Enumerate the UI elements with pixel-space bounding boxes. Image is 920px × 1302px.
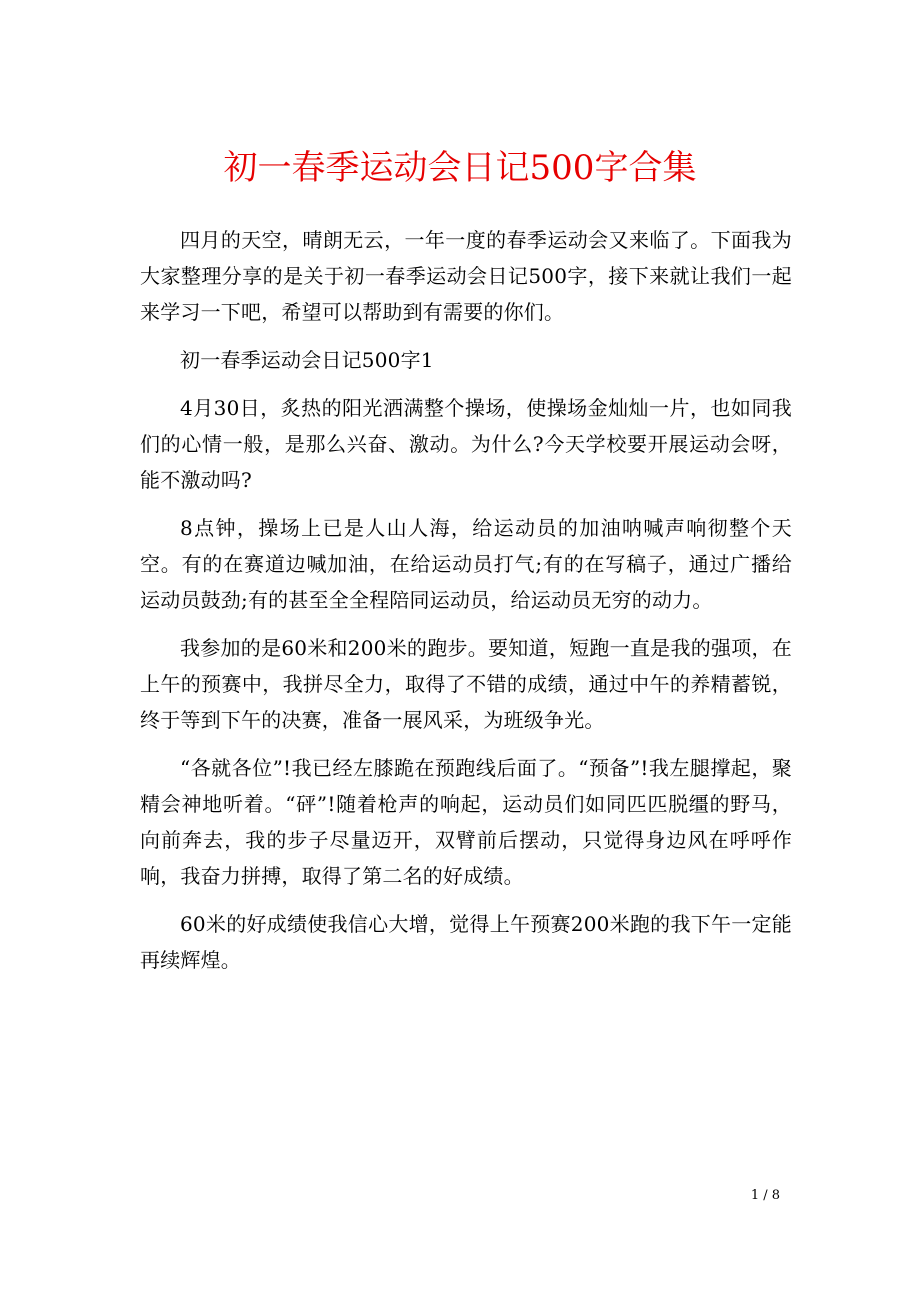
document-body: [140, 222, 792, 990]
page-number: 1 / 8: [750, 1188, 780, 1203]
paragraph: “各就各位”!我已经左膝跪在预跑线后面了。“预备”!我左腿撑起，聚精会神地听着。“砰”!随着枪声的响起，运动员们如同匹匹脱缰的野马，向前奔去，我的步子尽量迈开，双臂前后摆动，只觉得身边风在呼呼作响，我奋力拼搏，取得了第二名的好成绩。: [140, 756, 792, 888]
paragraph: 60米的好成绩使我信心大增，觉得上午预赛200米跑的我下午一定能再续辉煌。: [140, 912, 792, 972]
paragraph: 8点钟，操场上已是人山人海，给运动员的加油呐喊声响彻整个天空。有的在赛道边喊加油，在给运动员打气;有的在写稿子，通过广播给运动员鼓劲;有的甚至全全程陪同运动员，给运动员无穷的动力。: [140, 516, 792, 612]
document-title: 初一春季运动会日记500字合集: [223, 148, 697, 188]
paragraph: 4月30日，炙热的阳光洒满整个操场，使操场金灿灿一片，也如同我们的心情一般，是那么兴奋、激动。为什么?今天学校要开展运动会呀，能不激动吗?: [140, 396, 792, 492]
paragraph: 我参加的是60米和200米的跑步。要知道，短跑一直是我的强项，在上午的预赛中，我拼尽全力，取得了不错的成绩，通过中午的养精蓄锐，终于等到下午的决赛，准备一展风采，为班级争光。: [140, 636, 792, 732]
paragraph-section-heading: 初一春季运动会日记500字1: [180, 348, 434, 372]
paragraph-intro: 四月的天空，晴朗无云，一年一度的春季运动会又来临了。下面我为大家整理分享的是关于初一春季运动会日记500字，接下来就让我们一起来学习一下吧，希望可以帮助到有需要的你们。: [140, 228, 792, 324]
